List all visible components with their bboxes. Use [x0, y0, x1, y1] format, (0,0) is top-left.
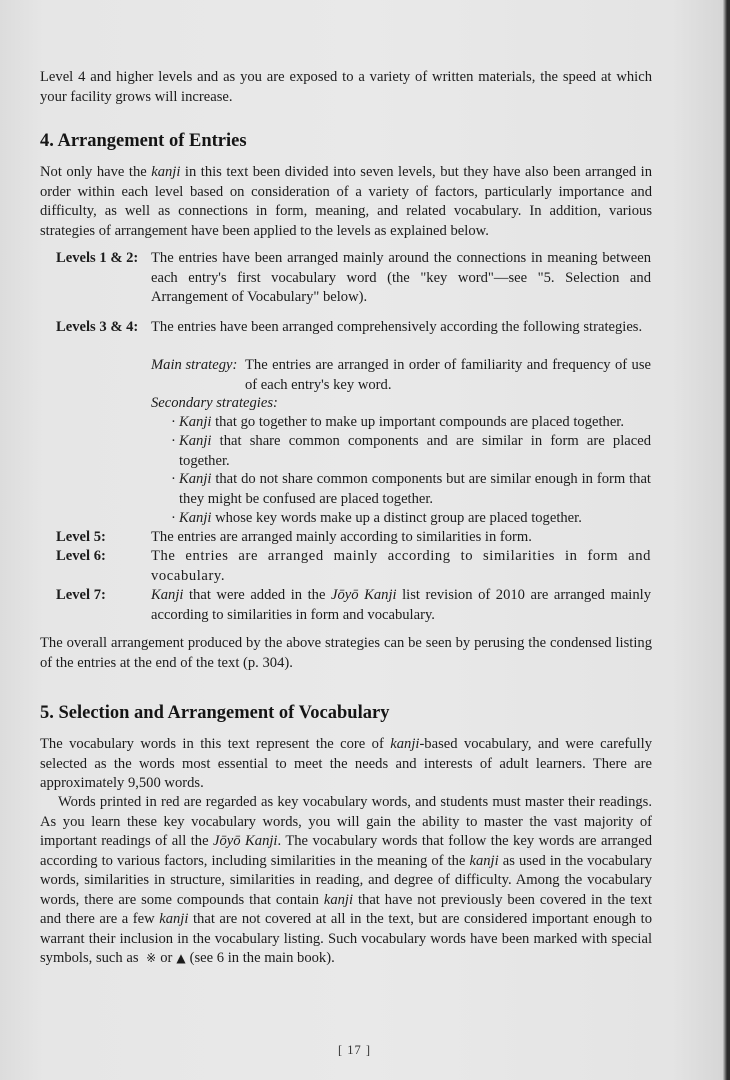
section-4-intro: Not only have the kanji in this text been divided into seven levels, but they have also been arranged in order within each level based on consideration of a variety of factors, particularly importance and difficulty, as well as connections in form, meaning, and related vocabulary. In addition, various strategies of arrangement have been applied to the levels as explained below. [40, 164, 653, 239]
main-strategy-label: Main strategy: [151, 357, 238, 373]
bullet-icon: · [171, 471, 176, 487]
section-5-paragraph-2: Words printed in red are regarded as key vocabulary words, and students must master their readings. As you learn these key vocabulary words, you will gain the ability to master the vast majority of important readings of all the Jōyō Kanji. The vocabulary words that follow the key words are arranged according to various factors, including similarities in the meaning of the kanji as used in the vocabulary words, similarities in structure, similarities in reading, and degree of difficulty. Among the vocabulary words, there are some compounds that contain kanji that have not previously been covered in the text and there are a few kanji that are not covered at all in the text, but are considered important enough to warrant their inclusion in the vocabulary listing. Such vocabulary words have been marked with special symbols, such as ※ or ▲ (see 6 in the main book). [40, 794, 653, 966]
level-label: Levels 3 & 4: [56, 319, 139, 335]
asterisk-mark-icon: ※ [146, 951, 157, 965]
level-description: The entries are arranged mainly according to similarities in form. [151, 529, 532, 545]
bullet-icon: · [171, 433, 176, 449]
level-label: Levels 1 & 2: [56, 250, 139, 266]
section-5-paragraph-1: The vocabulary words in this text represent the core of kanji-based vocabulary, and were carefully selected as the words most essential to meet the needs and interests of adult learners. There are approximately 9,500 words. [40, 736, 652, 791]
level-label: Level 7: [56, 587, 106, 603]
section-5-heading: 5. Selection and Arrangement of Vocabulary [40, 703, 390, 723]
intro-continuation: Level 4 and higher levels and as you are exposed to a variety of written materials, the speed at which your facility grows will increase. [40, 69, 652, 105]
secondary-strategy-item: · Kanji that share common components and are similar in form are placed together. [171, 433, 651, 469]
level-label: Level 6: [56, 548, 106, 564]
bullet-icon: · [171, 510, 176, 526]
section-4-closing: The overall arrangement produced by the above strategies can be seen by perusing the condensed listing of the entries at the end of the text (p. 304). [40, 635, 652, 671]
level-description: Kanji that were added in the Jōyō Kanji list revision of 2010 are arranged mainly according to similarities in form and vocabulary. [151, 587, 652, 623]
page-number: [ 17 ] [338, 1043, 372, 1057]
level-description: The entries have been arranged comprehensively according the following strategies. [151, 319, 643, 335]
secondary-strategy-item: · Kanji that go together to make up important compounds are placed together. [171, 413, 651, 433]
level-description: The entries have been arranged mainly around the connections in meaning between each entry's first vocabulary word (the "key word"—see "5. Selection and Arrangement of Vocabulary" below). [151, 250, 651, 305]
bullet-icon: · [171, 414, 176, 430]
triangle-mark-icon: ▲ [176, 951, 186, 965]
main-strategy-text: The entries are arranged in order of familiarity and frequency of use of each entry's key word. [245, 357, 651, 393]
secondary-strategy-item: · Kanji whose key words make up a distinct group are placed together. [171, 509, 651, 529]
secondary-strategy-item: · Kanji that do not share common components but are similar enough in form that they might be confused are placed together. [171, 471, 651, 507]
level-label: Level 5: [56, 529, 106, 545]
level-description: The entries are arranged mainly according to similarities in form and vocabulary. [151, 548, 651, 584]
section-4-heading: 4. Arrangement of Entries [40, 131, 247, 151]
